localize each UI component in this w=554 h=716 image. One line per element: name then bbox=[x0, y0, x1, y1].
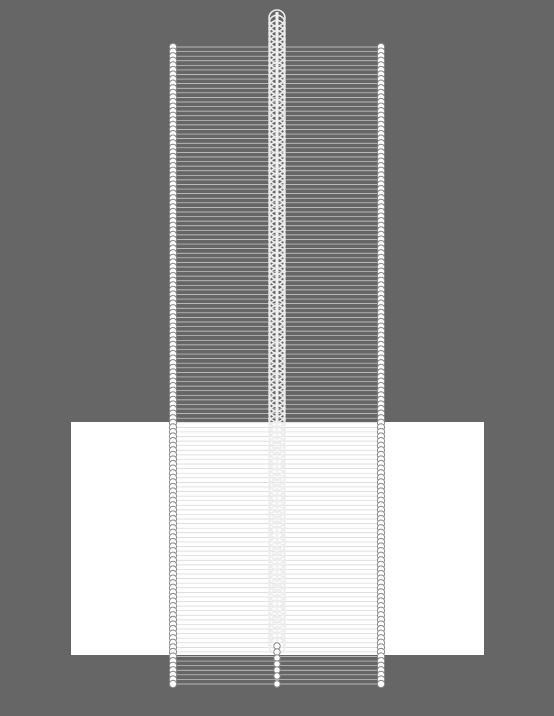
center-node bbox=[274, 667, 280, 673]
center-node bbox=[274, 643, 280, 649]
center-node bbox=[274, 673, 280, 679]
center-node bbox=[274, 661, 280, 667]
center-node bbox=[274, 649, 280, 655]
left-node bbox=[169, 680, 176, 687]
center-node bbox=[274, 655, 280, 661]
center-node bbox=[274, 681, 280, 687]
right-node bbox=[377, 680, 384, 687]
